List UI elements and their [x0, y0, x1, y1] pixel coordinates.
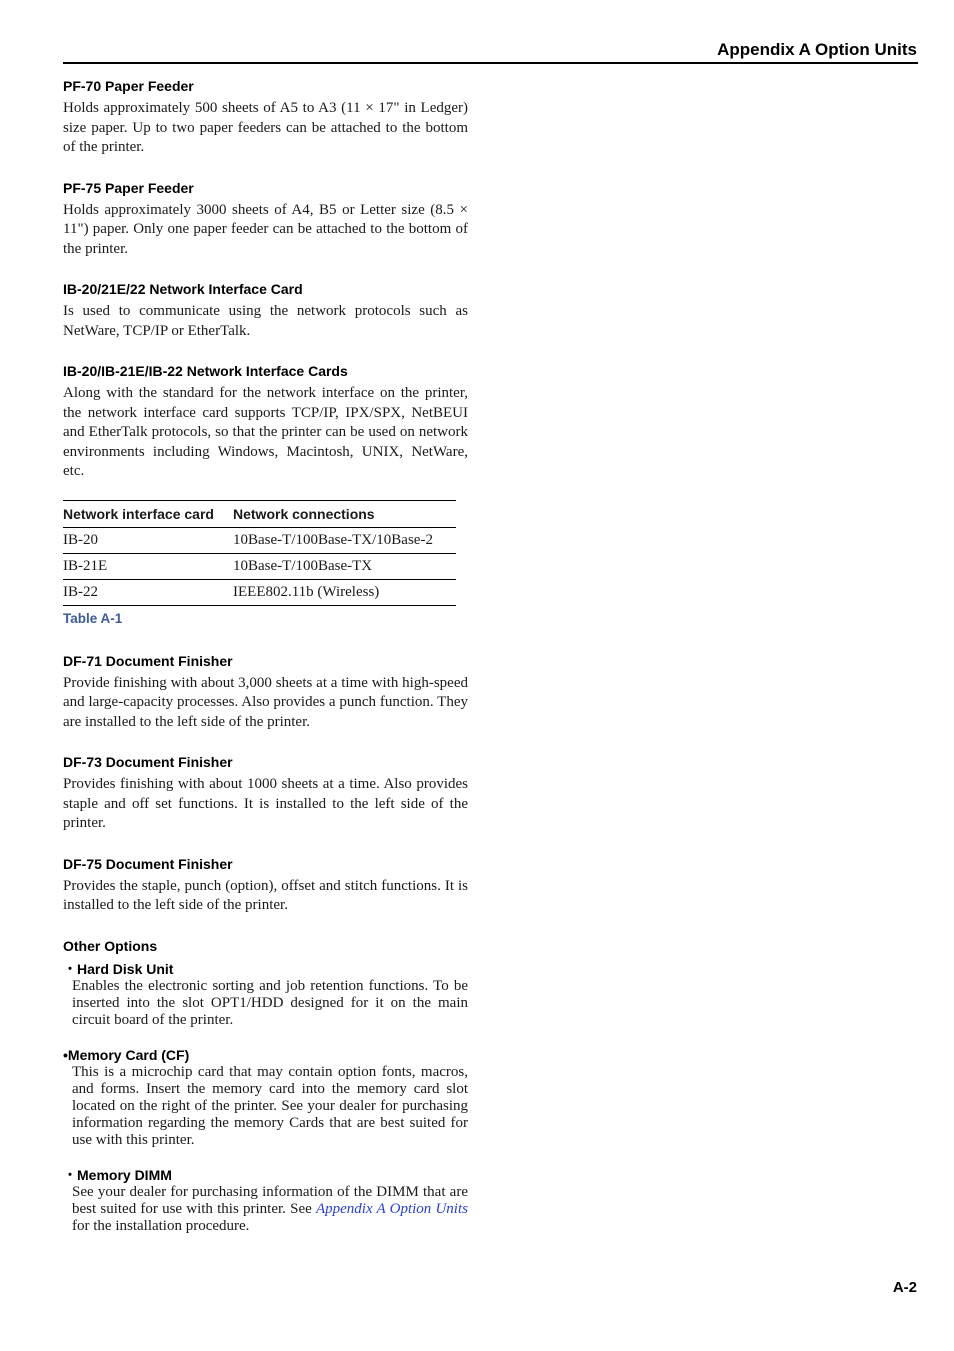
section-body: Holds approximately 3000 sheets of A4, B5 or Letter size (8.5 × 11") paper. Only one paper feeder can be attached to the bottom of the printer. [63, 201, 468, 257]
section-body: Holds approximately 500 sheets of A5 to A3 (11 × 17" in Ledger) size paper. Up to two paper feeders can be attached to the bottom of the printer. [63, 100, 468, 155]
option-body: This is a microchip card that may contain option fonts, macros, and forms. Insert the memory card into the memory card slot located on the right of the printer. See your dealer for purchasing information regarding the memory Cards that are best suited for use with this printer. [72, 1063, 468, 1148]
table-header-cell: Network connections [233, 500, 456, 527]
network-table [63, 500, 456, 606]
header-rule [63, 62, 918, 64]
option-title: •Memory Card (CF) [63, 1046, 190, 1063]
section-ib-cards [63, 362, 468, 482]
section-body: Is used to communicate using the network protocols such as NetWare, TCP/IP or EtherTalk. [63, 303, 468, 339]
option-body: Enables the electronic sorting and job retention functions. To be inserted into the slot OPT1/HDD designed for it on the main circuit board of the printer. [72, 977, 468, 1028]
section-pf70 [63, 77, 468, 158]
section-body: Provides the staple, punch (option), offset and stitch functions. It is installed to the left side of the printer. [63, 877, 468, 913]
section-title: Other Options [63, 937, 158, 954]
section-title: PF-75 Paper Feeder [63, 179, 194, 196]
option-title: ・Hard Disk Unit [63, 960, 174, 977]
section-title: DF-75 Document Finisher [63, 855, 233, 872]
table-header-cell: Network interface card [63, 500, 233, 527]
page-header-title: Appendix A Option Units [717, 40, 917, 59]
table-cell: IB-20 [63, 527, 233, 553]
section-title: DF-73 Document Finisher [63, 754, 233, 770]
page-number: A-2 [892, 1279, 917, 1296]
table-row [63, 579, 456, 605]
section-df75 [63, 855, 468, 916]
section-title: DF-71 Document Finisher [63, 652, 233, 669]
section-body: Along with the standard for the network interface on the printer, the network interface card supports TCP/IP, IPX/SPX, NetBEUI and EtherTalk protocols, so that the printer can be used on network environments including Windows, Macintosh, UNIX, NetWare, etc. [63, 385, 468, 479]
section-title: IB-20/21E/22 Network Interface Card [63, 281, 303, 297]
table-row [63, 553, 456, 579]
section-body: Provides finishing with about 1000 sheets at a time. Also provides staple and off set functions. It is installed to the left side of the printer. [63, 776, 468, 831]
appendix-link[interactable]: Appendix A Option Units [315, 1200, 468, 1217]
table-row [63, 527, 456, 553]
table-cell: 10Base-T/100Base-TX [233, 553, 456, 579]
table-cell: 10Base-T/100Base-TX/10Base-2 [233, 527, 456, 553]
section-body: Provide finishing with about 3,000 sheets at a time with high-speed and large-capacity processes. Also provides a punch function. They are installed to the left side of the printer. [63, 674, 468, 730]
option-memory-card [63, 1047, 468, 1149]
section-df73 [63, 753, 468, 834]
table-caption: Table A-1 [63, 610, 123, 626]
table-header-row [63, 500, 456, 527]
section-ib-card [63, 280, 468, 341]
table-cell: IB-21E [63, 553, 233, 579]
section-title: IB-20/IB-21E/IB-22 Network Interface Cards [63, 363, 348, 379]
table-cell: IEEE802.11b (Wireless) [233, 583, 380, 600]
section-df71 [63, 652, 468, 733]
option-title: ・Memory DIMM [63, 1166, 172, 1183]
option-hard-disk [63, 961, 468, 1029]
section-title: PF-70 Paper Feeder [63, 78, 194, 94]
option-body-text: See your dealer for purchasing information of the DIMM that are best suited for use with this printer. See [72, 1183, 468, 1217]
section-pf75 [63, 179, 468, 260]
option-memory-dimm [63, 1167, 468, 1235]
option-body-text: for the installation procedure. [72, 1217, 250, 1234]
table-cell: IB-22 [63, 583, 98, 600]
section-other-options [63, 937, 468, 1235]
main-content [63, 77, 468, 1253]
option-body [72, 1184, 468, 1235]
